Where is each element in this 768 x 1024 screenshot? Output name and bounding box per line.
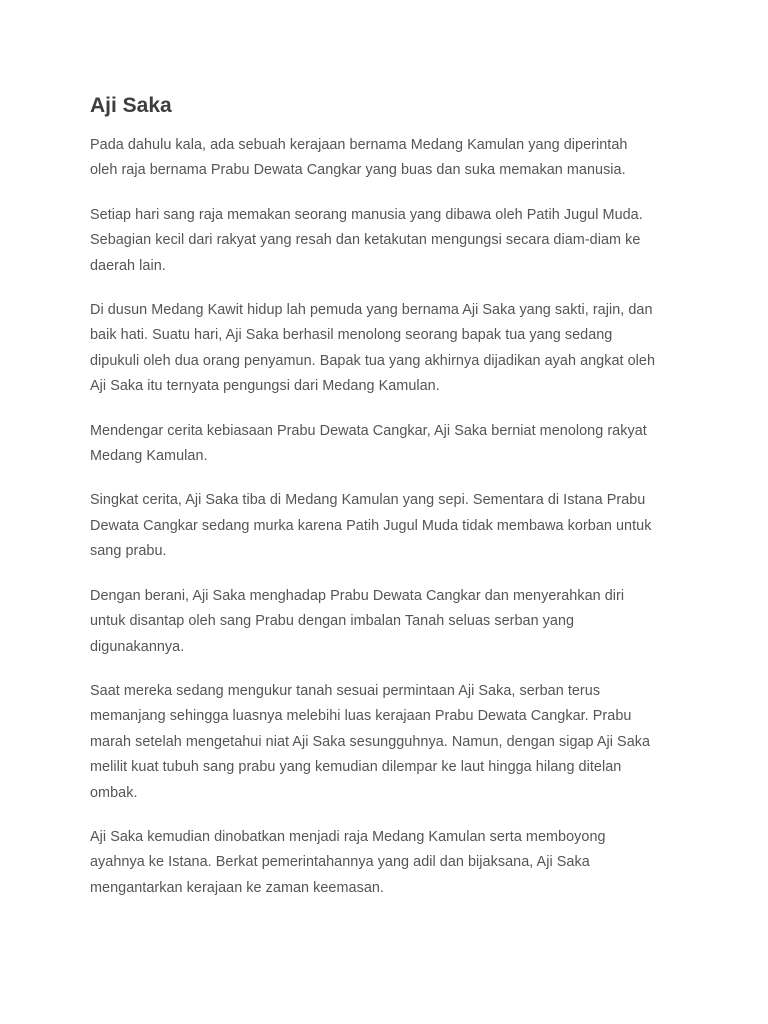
paragraph-6 — [90, 584, 690, 660]
paragraph-line: Dengan berani, Aji Saka menghadap Prabu Dewata Cangkar dan menyerahkan diri — [90, 587, 625, 604]
paragraph-line: ayahnya ke Istana. Berkat pemerintahannya yang adil dan bijaksana, Aji Saka — [90, 854, 590, 871]
paragraph-line: Aji Saka kemudian dinobatkan menjadi raja Medang Kamulan serta memboyong — [90, 828, 606, 845]
paragraph-line: marah setelah mengetahui niat Aji Saka sesungguhnya. Namun, dengan sigap Aji Saka — [90, 733, 651, 750]
paragraph-2 — [90, 203, 690, 279]
paragraph-line: mengantarkan kerajaan ke zaman keemasan. — [90, 879, 384, 896]
paragraph-line: Pada dahulu kala, ada sebuah kerajaan bernama Medang Kamulan yang diperintah — [90, 137, 628, 153]
paragraph-line: Sebagian kecil dari rakyat yang resah dan ketakutan mengungsi secara diam-diam ke — [90, 232, 641, 249]
paragraph-line: memanjang sehingga luasnya melebihi luas kerajaan Prabu Dewata Cangkar. Prabu — [90, 708, 632, 725]
paragraph-4 — [90, 419, 690, 470]
paragraph-line: daerah lain. — [90, 257, 166, 274]
paragraph-line: digunakannya. — [90, 638, 185, 655]
paragraph-3 — [90, 298, 690, 400]
paragraph-8 — [90, 825, 690, 901]
paragraph-line: untuk disantap oleh sang Prabu dengan imbalan Tanah seluas serban yang — [90, 613, 575, 630]
document-page — [90, 92, 690, 920]
paragraph-5 — [90, 488, 690, 564]
paragraph-line: Saat mereka sedang mengukur tanah sesuai permintaan Aji Saka, serban terus — [90, 682, 601, 699]
paragraph-line: Medang Kamulan. — [90, 448, 208, 465]
paragraph-line: Setiap hari sang raja memakan seorang manusia yang dibawa oleh Patih Jugul Muda. — [90, 206, 643, 223]
paragraph-line: Singkat cerita, Aji Saka tiba di Medang Kamulan yang sepi. Sementara di Istana Prabu — [90, 492, 646, 509]
paragraph-7 — [90, 679, 690, 806]
paragraph-line: melilit kuat tubuh sang prabu yang kemudian dilempar ke laut hingga hilang ditelan — [90, 759, 622, 776]
paragraph-line: ombak. — [90, 784, 138, 801]
paragraph-line: sang prabu. — [90, 543, 167, 560]
paragraph-line: dipukuli oleh dua orang penyamun. Bapak tua yang akhirnya dijadikan ayah angkat oleh — [90, 352, 656, 369]
document-title: Aji Saka — [90, 94, 172, 117]
paragraph-line: Di dusun Medang Kawit hidup lah pemuda yang bernama Aji Saka yang sakti, rajin, dan — [90, 302, 653, 319]
paragraph-line: Mendengar cerita kebiasaan Prabu Dewata Cangkar, Aji Saka berniat menolong rakyat — [90, 422, 647, 439]
paragraph-1 — [90, 133, 690, 184]
paragraph-line: Dewata Cangkar sedang murka karena Patih Jugul Muda tidak membawa korban untuk — [90, 517, 652, 534]
paragraph-line: baik hati. Suatu hari, Aji Saka berhasil menolong seorang bapak tua yang sedang — [90, 327, 613, 344]
paragraph-line: Aji Saka itu ternyata pengungsi dari Medang Kamulan. — [90, 378, 440, 395]
paragraph-line: oleh raja bernama Prabu Dewata Cangkar yang buas dan suka memakan manusia. — [90, 162, 626, 179]
